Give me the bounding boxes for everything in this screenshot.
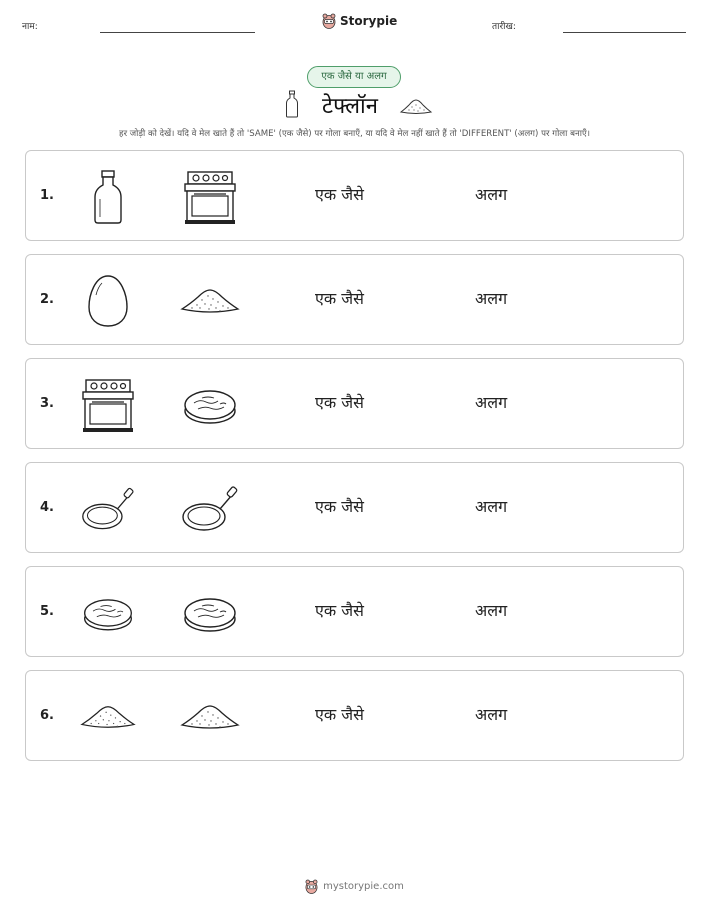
stove-icon xyxy=(180,169,240,225)
footer xyxy=(0,879,709,894)
option-different[interactable]: अलग xyxy=(475,705,508,724)
question-number: 6. xyxy=(40,708,54,723)
question-number: 3. xyxy=(40,396,54,411)
bottle-icon xyxy=(80,169,136,225)
date-label: तारीख: xyxy=(492,22,516,32)
powder-pile-icon xyxy=(180,689,240,745)
frying-pan-icon xyxy=(80,481,136,537)
bottle-icon xyxy=(285,90,299,118)
question-row-3 xyxy=(25,358,684,449)
option-different[interactable]: अलग xyxy=(475,497,508,516)
powder-pile-icon xyxy=(80,689,136,745)
name-line[interactable] xyxy=(100,32,255,33)
question-row-4 xyxy=(25,462,684,553)
worksheet-type-badge: एक जैसे या अलग xyxy=(307,66,401,88)
pancake-icon xyxy=(180,585,240,641)
pancake-icon xyxy=(80,585,136,641)
option-same[interactable]: एक जैसे xyxy=(315,601,364,620)
option-same[interactable]: एक जैसे xyxy=(315,289,364,308)
option-same[interactable]: एक जैसे xyxy=(315,393,364,412)
page-title: टेफ्लॉन xyxy=(322,94,378,119)
powder-pile-icon xyxy=(180,273,240,329)
storypie-mascot-icon xyxy=(305,879,318,894)
option-different[interactable]: अलग xyxy=(475,393,508,412)
question-row-2 xyxy=(25,254,684,345)
brand-name: Storypie xyxy=(340,14,398,28)
title-row xyxy=(0,88,709,122)
question-number: 5. xyxy=(40,604,54,619)
name-label: नाम: xyxy=(22,22,38,32)
egg-icon xyxy=(80,273,136,329)
instruction-text: हर जोड़ी को देखें। यदि वे मेल खाते हैं तो 'SAME' (एक जैसे) पर गोला बनाएँ, या यदि वे मेल नहीं खाते हैं तो 'DIFFERENT' (अलग) पर गोला बनाएँ। xyxy=(119,129,590,139)
option-different[interactable]: अलग xyxy=(475,289,508,308)
option-different[interactable]: अलग xyxy=(475,185,508,204)
question-row-5 xyxy=(25,566,684,657)
option-same[interactable]: एक जैसे xyxy=(315,497,364,516)
pancake-icon xyxy=(180,377,240,433)
option-same[interactable]: एक जैसे xyxy=(315,705,364,724)
storypie-logo xyxy=(322,13,397,29)
question-number: 1. xyxy=(40,188,54,203)
footer-url: mystorypie.com xyxy=(323,881,404,892)
powder-pile-icon xyxy=(400,98,432,114)
frying-pan-icon xyxy=(180,481,240,537)
question-row-1 xyxy=(25,150,684,241)
option-different[interactable]: अलग xyxy=(475,601,508,620)
option-same[interactable]: एक जैसे xyxy=(315,185,364,204)
question-number: 2. xyxy=(40,292,54,307)
storypie-mascot-icon xyxy=(322,13,336,29)
question-row-6 xyxy=(25,670,684,761)
stove-icon xyxy=(80,377,136,433)
date-line[interactable] xyxy=(563,32,686,33)
question-number: 4. xyxy=(40,500,54,515)
